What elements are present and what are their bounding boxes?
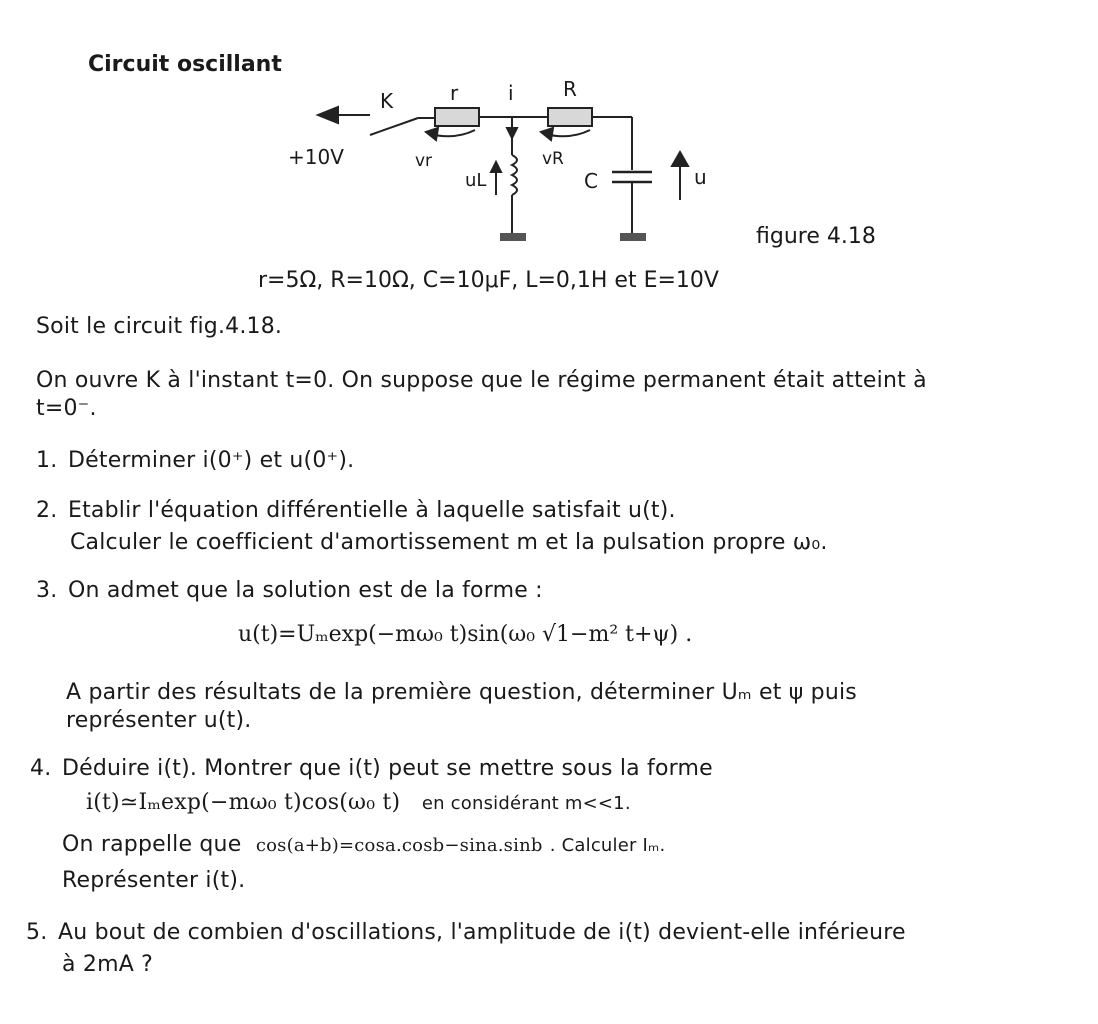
question-3 [36, 578, 543, 603]
question-text: Etablir l'équation différentielle à laquelle satisfait u(t). [68, 498, 676, 523]
approx-formula-i: i(t)≃Iₘexp(−mω₀ t)cos(ω₀ t) [86, 790, 401, 815]
label-vr: vr [415, 151, 433, 171]
question-1 [36, 448, 354, 473]
resistor-R [548, 108, 592, 126]
label-vR: vR [542, 149, 564, 169]
label-uL: uL [465, 170, 487, 191]
document-title: Circuit oscillant [88, 52, 282, 77]
label-r: r [450, 81, 459, 105]
question-number: 2. [36, 498, 58, 523]
question-4 [30, 756, 713, 781]
solution-formula-u: u(t)=Uₘexp(−mω₀ t)sin(ω₀ √1−m² t+ψ) . [238, 622, 693, 647]
label-source: +10V [288, 145, 344, 169]
question-text: Déduire i(t). Montrer que i(t) peut se mettre sous la forme [62, 756, 713, 781]
question-2-line-2: Calculer le coefficient d'amortissement m et la pulsation propre ω₀. [70, 530, 828, 555]
circuit-diagram [280, 80, 750, 250]
question-2 [36, 498, 676, 523]
resistor-r [435, 108, 479, 126]
question-number: 5. [26, 920, 48, 945]
approx-condition: en considérant m<<1. [421, 793, 631, 814]
label-i: i [508, 81, 514, 105]
question-number: 1. [36, 448, 58, 473]
question-text: On admet que la solution est de la forme : [68, 578, 543, 603]
switch-k [370, 118, 418, 135]
question-5 [26, 920, 906, 945]
label-R: R [563, 80, 577, 101]
current-arrow [507, 128, 517, 138]
question-4-line-3: Représenter i(t). [62, 868, 246, 893]
u-arrow [672, 152, 688, 166]
calc-im: . Calculer Iₘ. [549, 835, 666, 856]
question-3-line-3: représenter u(t). [66, 708, 252, 733]
question-text: Déterminer i(0⁺) et u(0⁺). [68, 448, 355, 473]
question-4-line-2 [62, 832, 665, 857]
source-arrow [318, 107, 338, 123]
label-switch: K [380, 89, 394, 113]
question-3-line-2: A partir des résultats de la première question, déterminer Uₘ et ψ puis [66, 680, 857, 705]
intro-line-2: On ouvre K à l'instant t=0. On suppose que le régime permanent était atteint à [36, 368, 927, 393]
question-number: 4. [30, 756, 52, 781]
reminder-text: On rappelle que [62, 832, 242, 857]
circuit-parameters: r=5Ω, R=10Ω, C=10μF, L=0,1H et E=10V [258, 268, 719, 293]
question-number: 3. [36, 578, 58, 603]
question-5-line-2: à 2mA ? [62, 952, 154, 977]
label-C: C [584, 169, 598, 193]
intro-line-1: Soit le circuit fig.4.18. [36, 314, 283, 339]
question-4-line-1b [86, 790, 631, 815]
question-text: Au bout de combien d'oscillations, l'amplitude de i(t) devient-elle inférieure [58, 920, 906, 945]
intro-line-3: t=0⁻. [36, 396, 97, 421]
label-u: u [694, 165, 707, 189]
ground-1 [500, 233, 526, 241]
trig-identity: cos(a+b)=cosa.cosb−sina.sinb [255, 835, 543, 856]
ground-2 [620, 233, 646, 241]
inductor-coil [512, 155, 517, 195]
figure-caption: figure 4.18 [756, 224, 876, 249]
